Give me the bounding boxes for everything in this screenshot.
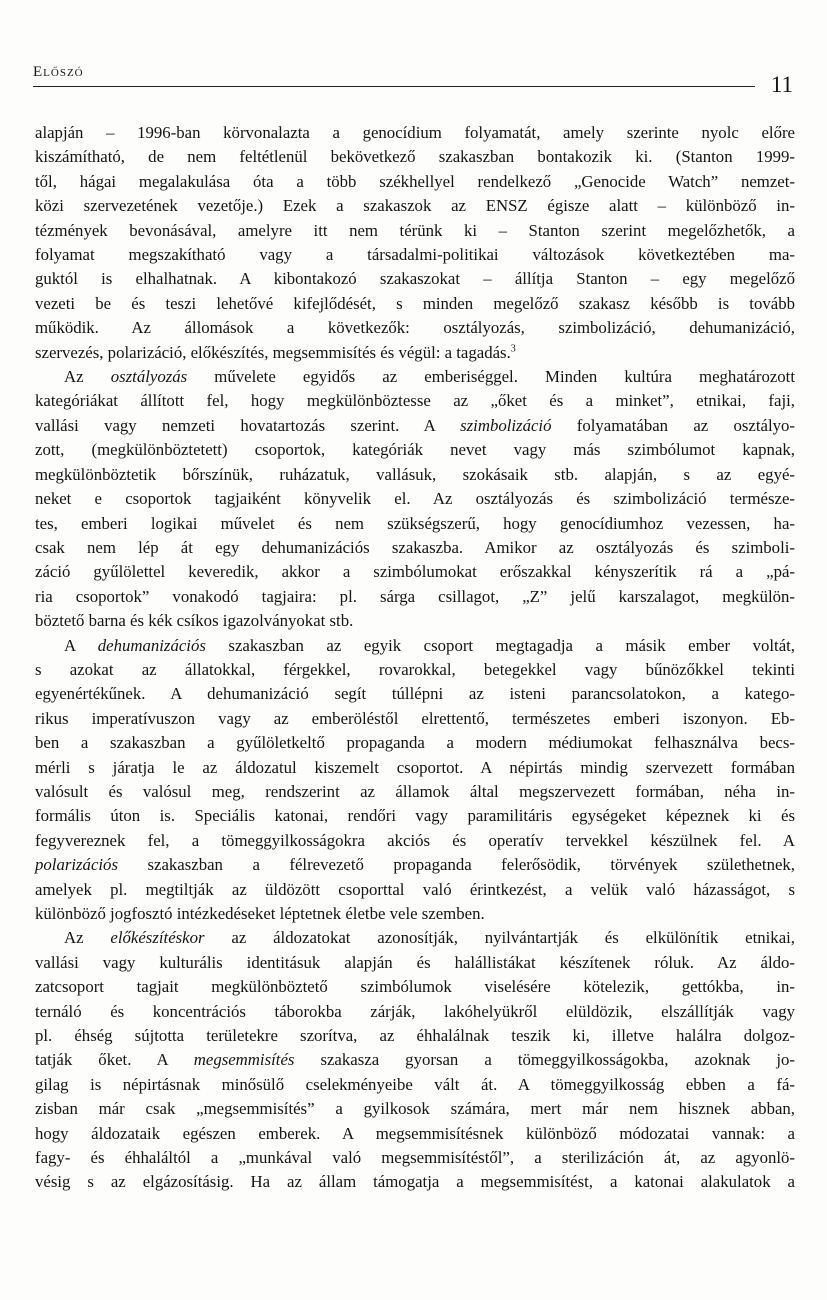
text-line <box>35 292 795 316</box>
text-line <box>35 365 795 389</box>
text-run: zott, (megkülönböztetett) csoportok, kategóriák nevet vagy más szimbólumot kapnak, <box>35 440 795 460</box>
text-run: közi szervezetének vezetője.) Ezek a szakaszok az ENSZ égisze alatt – különböző in- <box>35 196 795 216</box>
text-line <box>35 878 795 902</box>
text-line <box>35 609 795 633</box>
text-run: valósult és valósul meg, rendszerint az államok által megszervezett formában, néha in- <box>35 781 795 801</box>
text-run: szervezés, polarizáció, előkészítés, megsemmisítés és végül: a tagadás. <box>35 342 511 362</box>
text-line <box>35 853 795 877</box>
text-line <box>35 951 795 975</box>
text-run: egyenértékűnek. A dehumanizáció segít túllépni az isteni parancsolatokon, a katego- <box>35 684 795 704</box>
text-line <box>35 682 795 706</box>
text-line <box>35 804 795 828</box>
text-line <box>35 780 795 804</box>
italic-term: osztályozás <box>110 367 188 387</box>
text-line <box>35 487 795 511</box>
text-run: amelyek pl. megtiltják az üldözött csoporttal való érintkezést, a velük való házasságot, s <box>35 879 795 899</box>
text-run: kiszámítható, de nem feltétlenül bekövetkező szakaszban bontakozik ki. (Stanton 1999- <box>35 147 795 167</box>
text-run: gilag is népirtásnak minősülő cselekményeibe vált át. A tömeggyilkosság ebben a fá- <box>35 1074 795 1094</box>
text-run: vallási vagy nemzeti hovatartozás szerint. A <box>35 415 461 435</box>
page-number: 11 <box>770 72 793 97</box>
text-line <box>35 634 795 658</box>
text-run: folyamatában az osztályo- <box>551 415 795 435</box>
text-line <box>35 316 795 340</box>
text-line <box>35 438 795 462</box>
text-line <box>35 1097 795 1121</box>
text-line <box>35 1024 795 1048</box>
text-run: A <box>64 635 98 655</box>
text-line <box>35 731 795 755</box>
text-line <box>35 1146 795 1170</box>
text-run: kategóriákat állított fel, hogy megkülönböztesse az „őket és a minket”, etnikai, faji, <box>35 391 795 411</box>
text-line <box>35 463 795 487</box>
text-line <box>35 1048 795 1072</box>
text-run: neket e csoportok tagjaiként könyvelik el. Az osztályozás és szimbolizáció természe- <box>35 489 795 509</box>
running-title: Előszó <box>33 64 84 80</box>
text-run: különböző jogfosztó intézkedéseket léptetnek életbe vele szemben. <box>35 904 485 923</box>
italic-term: dehumanizációs <box>97 635 206 655</box>
paragraph <box>35 365 795 633</box>
text-run: től, hágai megalakulása óta a több székhellyel rendelkező „Genocide Watch” nemzet- <box>35 171 795 191</box>
text-line <box>35 1073 795 1097</box>
text-run: csak nem lép át egy dehumanizációs szakaszba. Amikor az osztályozás és szimboli- <box>35 537 795 557</box>
text-run: ria csoportok” vonakodó tagjaira: pl. sárga csillagot, „Z” jelű karszalagot, megkülön- <box>35 586 795 606</box>
text-line <box>35 389 795 413</box>
text-line <box>35 975 795 999</box>
text-line <box>35 170 795 194</box>
text-line <box>35 536 795 560</box>
text-run: tatják őket. A <box>35 1050 194 1070</box>
text-run: megkülönböztetik bőrszínük, ruházatuk, vallásuk, szokásaik stb. alapján, s az egyé- <box>35 464 795 484</box>
text-line <box>35 926 795 950</box>
text-line <box>35 267 795 291</box>
text-run: guktól is elhalhatnak. A kibontakozó szakaszokat – állítja Stanton – egy megelőző <box>35 269 795 289</box>
text-line <box>35 756 795 780</box>
text-run: mérli s járatja le az áldozatul kiszemelt csoportot. A népirtás mindig szervezett formában <box>35 757 795 777</box>
text-run: szakaszban az egyik csoport megtagadja a másik ember voltát, <box>205 635 795 655</box>
text-run: böztető barna és kék csíkos igazolványokat stb. <box>35 611 354 631</box>
text-line <box>35 707 795 731</box>
text-line <box>35 145 795 169</box>
text-run: fagy- és éhhaláltól a „munkával való megsemmisítéstől”, a sterilizáción át, az agyonlö- <box>35 1148 795 1168</box>
text-run: működik. Az állomások a következők: osztályozás, szimbolizáció, dehumanizáció, <box>35 318 795 338</box>
text-line <box>35 219 795 243</box>
text-run: Az <box>64 367 111 387</box>
text-run: Az <box>64 928 111 948</box>
text-run: ben a szakaszban a gyűlöletkeltő propaganda a modern médiumokat felhasználva becs- <box>35 733 795 753</box>
text-run: ternáló és koncentrációs táborokba zárják, lakóhelyükről elüldözik, elszállítják vagy <box>35 1001 795 1021</box>
text-run: s azokat az állatokkal, férgekkel, rovarokkal, betegekkel vagy bűnözőkkel tekinti <box>35 659 795 679</box>
footnote-ref: 3 <box>510 343 516 355</box>
text-run: szakaszban a félrevezető propaganda felerősödik, törvények születhetnek, <box>117 855 795 875</box>
text-line <box>35 1122 795 1146</box>
italic-term: megsemmisítés <box>193 1050 295 1070</box>
text-line <box>35 585 795 609</box>
text-run: művelete egyidős az emberiséggel. Minden kultúra meghatározott <box>187 367 796 387</box>
text-line <box>35 341 795 365</box>
text-run: vallási vagy kulturális identitásuk alapján és halállistákat készítenek róluk. Az áldo- <box>35 952 795 972</box>
text-run: vezeti be és teszi lehetővé kifejlődését, s minden megelőző szakasz később is tovább <box>35 293 795 313</box>
text-line <box>35 560 795 584</box>
text-line <box>35 829 795 853</box>
text-run: az áldozatokat azonosítják, nyilvántartják és elkülönítik etnikai, <box>204 928 795 948</box>
text-run: tes, emberi logikai művelet és nem szükségszerű, hogy genocídiumhoz vezessen, ha- <box>35 513 795 533</box>
text-line <box>35 414 795 438</box>
text-run: zatcsoport tagjait megkülönböztető szimbólumok viselésére kötelezik, gettókba, in- <box>35 977 795 997</box>
text-run: formális úton is. Speciális katonai, rendőri vagy paramilitáris egységeket képeznek ki és <box>35 806 795 826</box>
text-run: alapján – 1996-ban körvonalazta a genocídium folyamatát, amely szerinte nyolc előre <box>35 123 795 142</box>
text-run: szakasza gyorsan a tömeggyilkosságokba, azoknak jo- <box>294 1050 796 1070</box>
text-run: záció gyűlölettel keveredik, akkor a szimbólumokat erőszakkal kényszerítik rá a „pá- <box>35 562 795 582</box>
text-line <box>35 512 795 536</box>
text-line <box>35 121 795 145</box>
italic-term: előkészítéskor <box>110 928 205 948</box>
paragraph <box>35 926 795 1194</box>
text-line <box>35 658 795 682</box>
text-run: pl. éhség sújtotta területekre szorítva, az éhhalálnak teszik ki, illetve halálra dolgoz- <box>35 1026 795 1046</box>
text-run: zisban már csak „megsemmisítés” a gyilkosok számára, mert már nem hisznek abban, <box>35 1099 795 1119</box>
running-head <box>33 64 793 97</box>
text-line <box>35 902 795 926</box>
italic-term: szimbolizáció <box>460 415 552 435</box>
paragraph <box>35 121 795 365</box>
body-text <box>35 121 795 1195</box>
text-run: fegyvereznek fel, a tömeggyilkosságokra akciós és operatív tervekkel készülnek fel. A <box>35 830 795 850</box>
text-run: tézmények bevonásával, amelyre itt nem térünk ki – Stanton szerint megelőzhetők, a <box>35 220 795 240</box>
header-rule <box>33 86 755 87</box>
text-run: folyamat megszakítható vagy a társadalmi-politikai változások következtében ma- <box>35 245 795 265</box>
text-run: hogy áldozataik egészen emberek. A megsemmisítésnek különböző módozatai vannak: a <box>35 1123 795 1143</box>
text-line <box>35 1000 795 1024</box>
text-run: vésig s az elgázosításig. Ha az állam támogatja a megsemmisítést, a katonai alakulatok a <box>35 1172 795 1192</box>
text-run: rikus imperatívuszon vagy az emberöléstől elrettentő, természetes emberi iszonyon. Eb- <box>35 708 795 728</box>
text-line <box>35 243 795 267</box>
text-line <box>35 1170 795 1194</box>
italic-term: polarizációs <box>35 855 118 875</box>
paragraph <box>35 634 795 927</box>
text-line <box>35 194 795 218</box>
